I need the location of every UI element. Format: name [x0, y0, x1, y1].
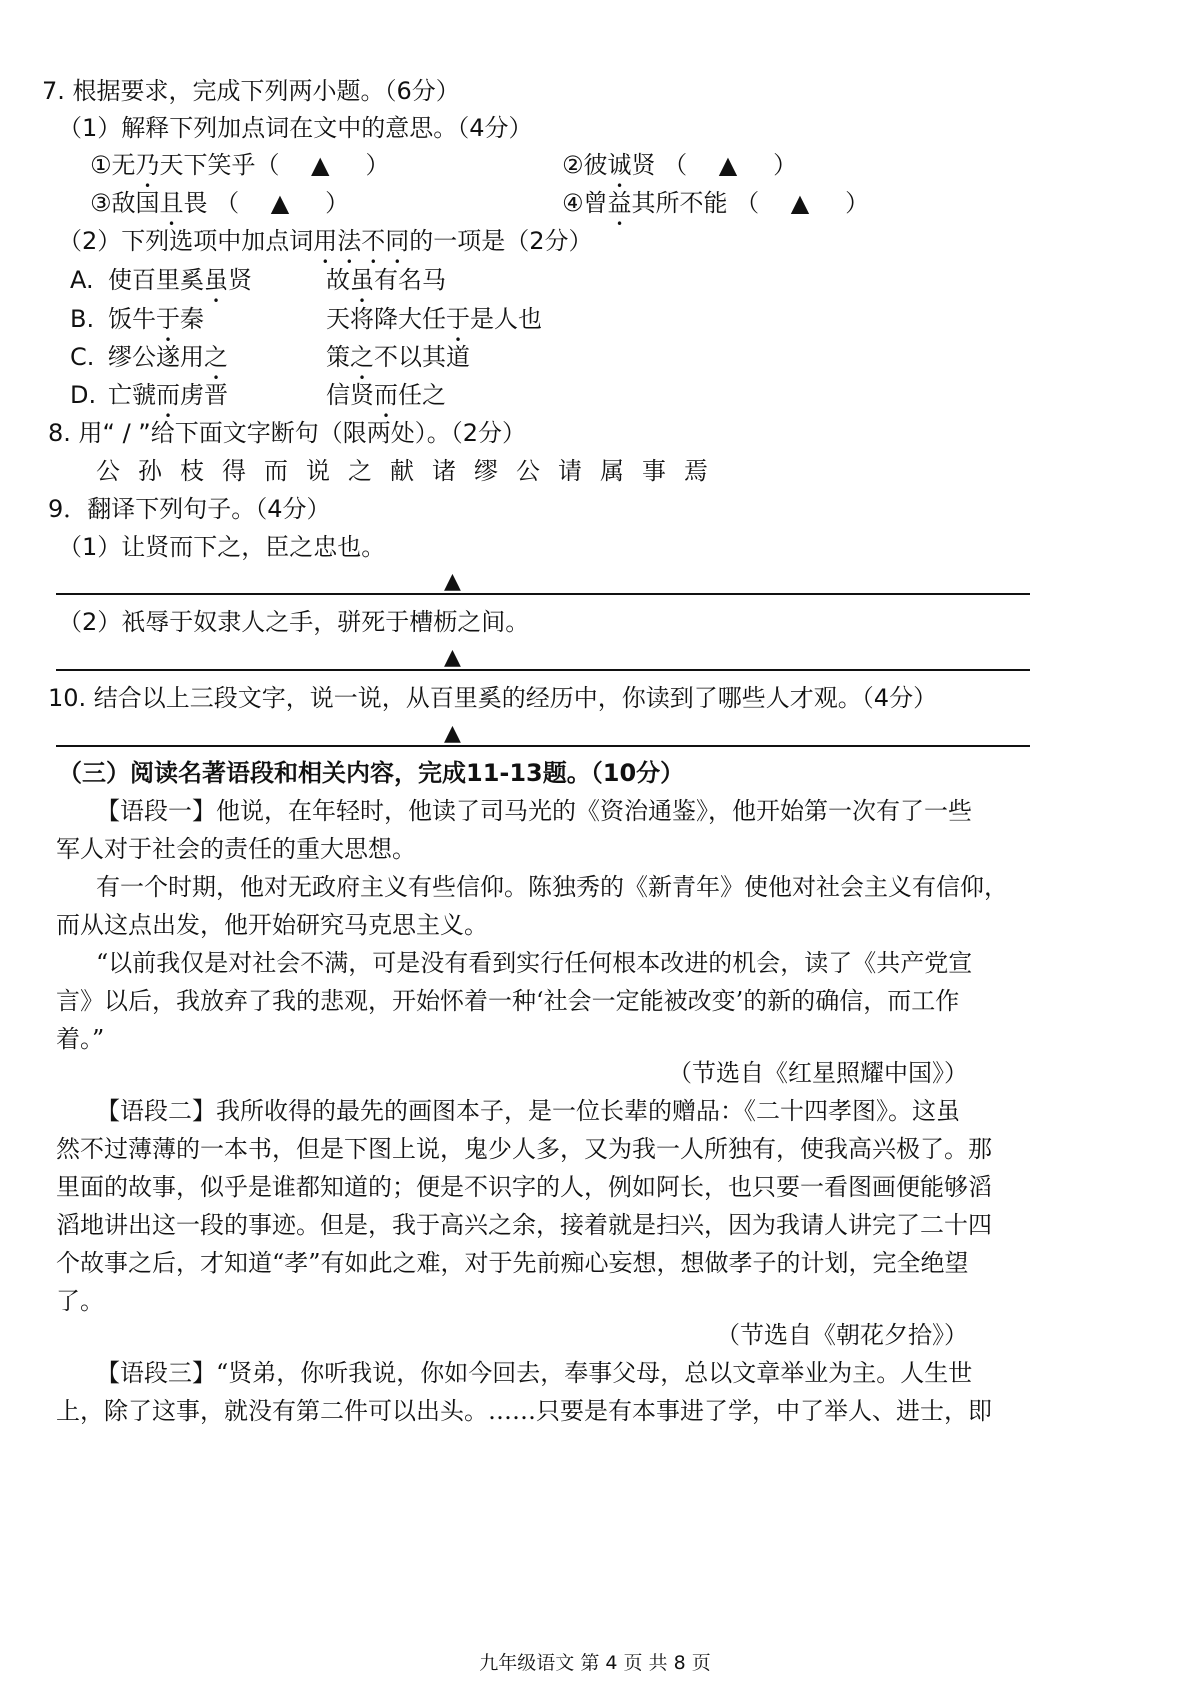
passage-2-line: 【语段二】我所收得的最先的画图本子，是一位长辈的赠品：《二十四孝图》。这虽	[96, 1097, 960, 1125]
answer-line[interactable]	[56, 593, 1030, 595]
passage-2-line: 里面的故事，似乎是谁都知道的；便是不识字的人，例如阿长，也只要一看图画便能够滔	[56, 1173, 992, 1201]
passage-1-line: 军人对于社会的责任的重大思想。	[56, 835, 416, 863]
answer-marker: ▲	[444, 569, 461, 594]
q7-sub2: （2）下列选项中加点词用法不同的一项是（2分）	[58, 227, 593, 255]
q7-item-4: ④曾益其所不能 （ ▲ ）	[562, 189, 870, 217]
passage-1-line: “以前我仅是对社会不满，可是没有看到实行任何根本改进的机会，读了《共产党宣	[96, 949, 973, 977]
answer-marker: ▲	[270, 189, 290, 217]
q8-text: 公孙枝得而说之献诸缪公请属事焉	[96, 457, 726, 485]
q9-sentence-1: （1）让贤而下之，臣之忠也。	[58, 533, 386, 561]
answer-line[interactable]	[56, 669, 1030, 671]
q7-option-a: A. 使百里奚虽贤	[70, 266, 252, 294]
source-1: （节选自《红星照耀中国》）	[668, 1059, 968, 1087]
answer-marker: ▲	[790, 189, 810, 217]
q7-sub1: （1）解释下列加点词在文中的意思。（4分）	[58, 114, 533, 142]
q7-option-a-right: 故虽有名马	[326, 266, 446, 294]
passage-2-line: 然不过薄薄的一本书，但是下图上说，鬼少人多，又为我一人所独有，使我高兴极了。那	[56, 1135, 992, 1163]
q9-sentence-2: （2）祇辱于奴隶人之手，骈死于槽枥之间。	[58, 608, 530, 636]
passage-1-line: 言》以后，我放弃了我的悲观，开始怀着一种‘社会一定能被改变’的新的确信，而工作	[56, 987, 960, 1015]
page-footer: 九年级语文 第 4 页 共 8 页	[479, 1652, 711, 1674]
answer-marker: ▲	[718, 151, 738, 179]
passage-3-line: 上，除了这事，就没有第二件可以出头。……只要是有本事进了学，中了举人、进士，即	[56, 1397, 992, 1425]
q7-stem: 7. 根据要求，完成下列两小题。（6分）	[42, 77, 460, 105]
q7-option-b-right: 天将降大任于是人也	[326, 305, 542, 333]
q7-item-2: ②彼诚贤 （ ▲ ）	[562, 151, 798, 179]
answer-marker: ▲	[444, 645, 461, 670]
passage-1-line: 有一个时期，他对无政府主义有些信仰。陈独秀的《新青年》使他对社会主义有信仰，	[96, 873, 1008, 901]
section-3-title: （三）阅读名著语段和相关内容，完成11-13题。（10分）	[58, 759, 685, 787]
q7-item-1: ①无乃天下笑乎（ ▲ ）	[90, 151, 390, 179]
answer-line[interactable]	[56, 745, 1030, 747]
passage-2-line: 滔地讲出这一段的事迹。但是，我于高兴之余，接着就是扫兴，因为我请人讲完了二十四	[56, 1211, 992, 1239]
passage-3-line: 【语段三】“贤弟，你听我说，你如今回去，奉事父母，总以文章举业为主。人生世	[96, 1359, 973, 1387]
passage-1-line: 而从这点出发，他开始研究马克思主义。	[56, 911, 488, 939]
passage-1-line: 着。”	[56, 1025, 105, 1053]
passage-1-line: 【语段一】他说，在年轻时，他读了司马光的《资治通鉴》，他开始第一次有了一些	[96, 797, 972, 825]
q7-option-b: B. 饭牛于秦	[70, 305, 204, 333]
q8-stem: 8. 用“ / ”给下面文字断句（限两处）。（2分）	[48, 419, 527, 447]
q10-stem: 10. 结合以上三段文字，说一说，从百里奚的经历中，你读到了哪些人才观。（4分）	[48, 684, 938, 712]
q7-option-c: C. 缪公遂用之	[70, 343, 228, 371]
answer-marker: ▲	[311, 151, 330, 179]
source-2: （节选自《朝花夕拾》）	[716, 1321, 968, 1349]
passage-2-line: 了。	[56, 1287, 104, 1315]
passage-2-line: 个故事之后，才知道“孝”有如此之难，对于先前痴心妄想，想做孝子的计划，完全绝望	[56, 1249, 969, 1277]
answer-marker: ▲	[444, 721, 461, 746]
q9-stem: 9．翻译下列句子。（4分）	[48, 495, 331, 523]
q7-option-d: D. 亡虢而虏晋	[70, 381, 228, 409]
q7-option-c-right: 策之不以其道	[326, 343, 470, 371]
q7-option-d-right: 信贤而任之	[326, 381, 446, 409]
q7-item-3: ③敌国且畏 （ ▲ ）	[90, 189, 350, 217]
